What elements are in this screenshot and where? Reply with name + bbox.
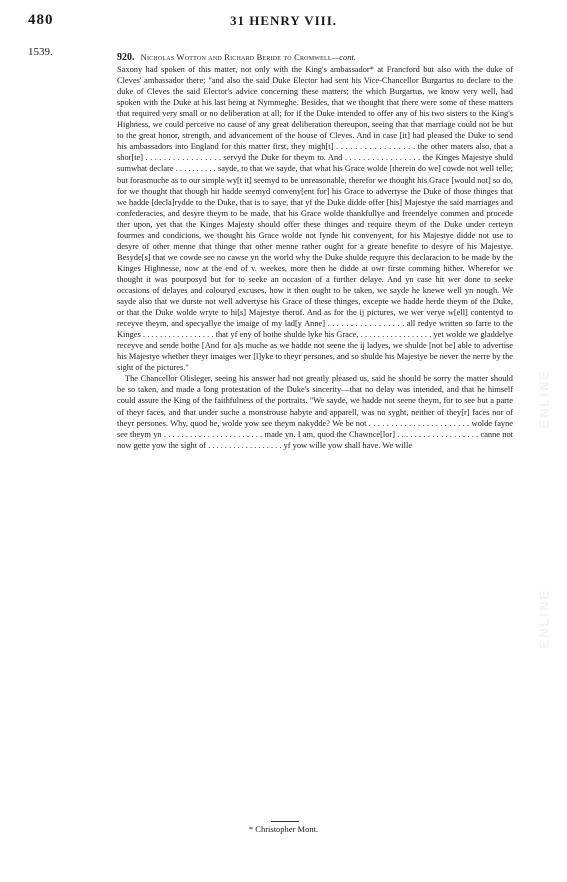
entry-continuation: —cont. <box>331 52 357 62</box>
watermark: ENLINE <box>536 588 552 649</box>
footnote: * Christopher Mont. <box>248 824 319 834</box>
entry-heading <box>117 52 513 63</box>
paragraph: The Chancellor Olisleger, seeing his answer had not greatly pleased us, said he should be sorry the matter should be so taken, and made a long protestation of the Duke's sincerity—that no delay was intended, and that he himself could assure the King of the faithfulness of the portraits. "We sayde, we hadde not seene theym, for to see but a parte of theyr faces, and that under suche a monstrouse habyte and apparell, was no syght, neither of they[r] faces nor of theyr persones. Why, quod he, wolde yow see theym nakydde? We be not . . . . . . . . . . . . . . . . . . . . . . . wolde fayne see theym yn . . . . . . . . . . . . . . . . . . . . . . . made yn. I am, quod the Chawnce[lor] . . . . . . . . . . . . . . . . . . . canne not now gette yow the sight of . . . . . . . . . . . . . . . . . . yf yow wille yow shall have. We wille <box>117 374 513 450</box>
paragraph: Saxony had spoken of this matter, not only with the King's ambassador* at Francford but also with the duke of Cleves' ambassador there; "and also the said Duke Elector had sent his Vice-Chancellor Burgartus to declare to the duke of Cleves the said Elector's advice concerning these matters; the which Burgartus, we know very well, had spoken with the Duke at his last being at Nymmeghe. Besides, that we thought that there were some of these matters that required very small or no deliberation at all; for if the Duke intended to offer any of his two sisters to the King's Highness, we could perceive no cause of any great deliberation thereupon, seeing that that marriage could not be but to the great honor, strength, and advancement of the house of Cleves. And in case [it] had pleased the Duke to send his ambassadors into England for this matter first, they migh[t] . . . . . . . . . . . . . . . . . the other maters also, that a shor[te] . . . . . . . . . . . . . . . . . servyd the Duke for theym to. And . . . . . . . . . . . . . . . . . the Kinges Majestye shuld sumwhat declare . . . . . . . . . . sayde, to that we sayde, that what his Grace wolde [therein do we] cowde not well telle; but forasmuche as to our simple wy[t it] seemyd to be unreasonable, therefor we thought his Grace [would not] so do, for we thought that though hit hadde seemyd conveny[ent for] his Grace to advertyse the Duke of those thinges that we hadde [decla]rydde to the Duke, that is to saye, that yf the Duke didde offer [his] Majestye the said marriages and confederacies, and desyre theym to be made, that his Grace wolde thankfullye and freendelye commen and procede ther upon, yet that the Kinges Majesty should offer these thinges and require theym of the Duke under certeyn fourmes and condicions, we thought his Grace wolde not fynde hit convenyent, for his Majestye didde not use to desyre of other menne that thinge that other menne rather ought for a greate benefite to desyre of his Majestye. Besyde[s] that we cowde see no cawse yn the world why the Duke shulde requyre this declaracion to be made by the Kinges Highnesse, now at the end of v. weekes, more then he didde at owr firste comming hither. Wherefor we thought it was pourposyd but for to seeke an occasion of a further delaye. And yn case hit wer done to seeke occasions of delayes and colouryd excuses, how it then ought to be taken, we sayde he knewe well yn nough. We sayde also that we durste not well advertyse his Grace of these thinges, excepte we hadde herde theym of the Duke, or that the Duke wolde wryte to hi[s] Majestye therof. And as for the ij pictures, we wer verye w[ell] contentyd to receyve theym, and specyallye the imaige of my lad[y Anne] . . . . . . . . . . . . . . . . . all redye written so farre to the Kinges . . . . . . . . . . . . . . . . . that yf eny of bothe shulde lyke his Grace, . . . . . . . . . . . . . . . . . yet wolde we gladdelye receyve and sende bothe [And for a]s muche as we hadde not seene the ij ladyes, we shulde [not be] able to advertise his Majestye whether theyr imaiges wer [l]yke to theyr persones, and so shulde his Majestye be never the nerre by the sight of the pictures." <box>117 65 513 373</box>
year-margin-note: 1539. <box>28 46 53 58</box>
watermark: ENLINE <box>536 368 552 429</box>
running-head: 31 HENRY VIII. <box>229 13 338 28</box>
page-number: 480 <box>28 12 54 28</box>
footnote-rule <box>271 821 299 822</box>
entry-body <box>117 52 513 451</box>
entry-number: 920. <box>117 52 135 63</box>
entry-title: Nicholas Wotton and Richard Beride to Cromwell <box>140 52 332 62</box>
